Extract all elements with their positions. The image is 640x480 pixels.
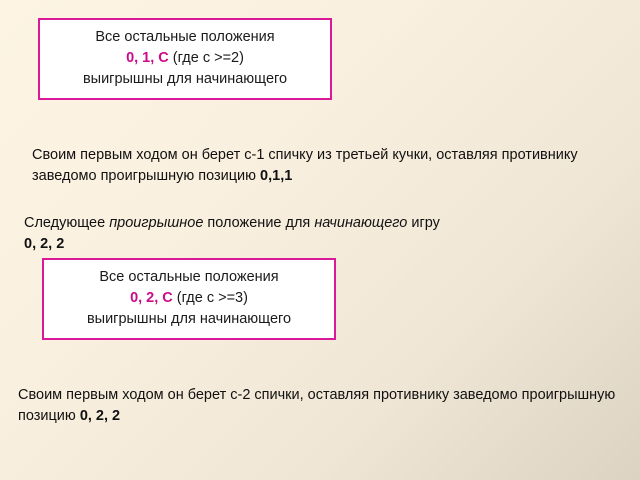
paragraph-next-losing-a: Следующее bbox=[24, 214, 110, 231]
callout-box-first-condition: (где с >=2) bbox=[168, 50, 244, 67]
paragraph-next-losing-c: положение для bbox=[203, 214, 315, 231]
callout-box-second bbox=[42, 258, 336, 340]
callout-box-first-line2 bbox=[54, 48, 316, 69]
callout-box-first-position-code: 0, 1, С bbox=[126, 50, 169, 67]
callout-box-first bbox=[38, 18, 332, 100]
paragraph-next-losing bbox=[24, 213, 624, 257]
callout-box-second-line3: выигрышны для начинающего bbox=[86, 311, 292, 328]
paragraph-second-move-text: Своим первым ходом он берет с-2 спички, оставляя противнику заведомо проигрышную позицию bbox=[18, 386, 616, 425]
paragraph-second-move-position: 0, 2, 2 bbox=[79, 408, 121, 425]
callout-box-second-line2 bbox=[58, 288, 320, 309]
paragraph-next-losing-e: игру bbox=[407, 214, 440, 231]
paragraph-first-move bbox=[32, 145, 622, 189]
paragraph-next-losing-d: начинающего bbox=[314, 214, 408, 231]
callout-box-second-line1: Все остальные положения bbox=[99, 269, 279, 285]
callout-box-first-line3: выигрышны для начинающего bbox=[82, 71, 288, 88]
paragraph-first-move-text: Своим первым ходом он берет с-1 спичку из третьей кучки, оставляя противнику заведомо проигрышную позицию bbox=[32, 146, 578, 185]
paragraph-second-move bbox=[18, 385, 618, 429]
callout-box-second-position-code: 0, 2, С bbox=[130, 290, 173, 307]
paragraph-next-losing-position: 0, 2, 2 bbox=[24, 236, 65, 253]
paragraph-first-move-position: 0,1,1 bbox=[260, 168, 293, 185]
paragraph-next-losing-b: проигрышное bbox=[109, 214, 204, 231]
callout-box-second-condition: (где с >=3) bbox=[172, 290, 248, 307]
callout-box-first-line1: Все остальные положения bbox=[95, 29, 275, 45]
